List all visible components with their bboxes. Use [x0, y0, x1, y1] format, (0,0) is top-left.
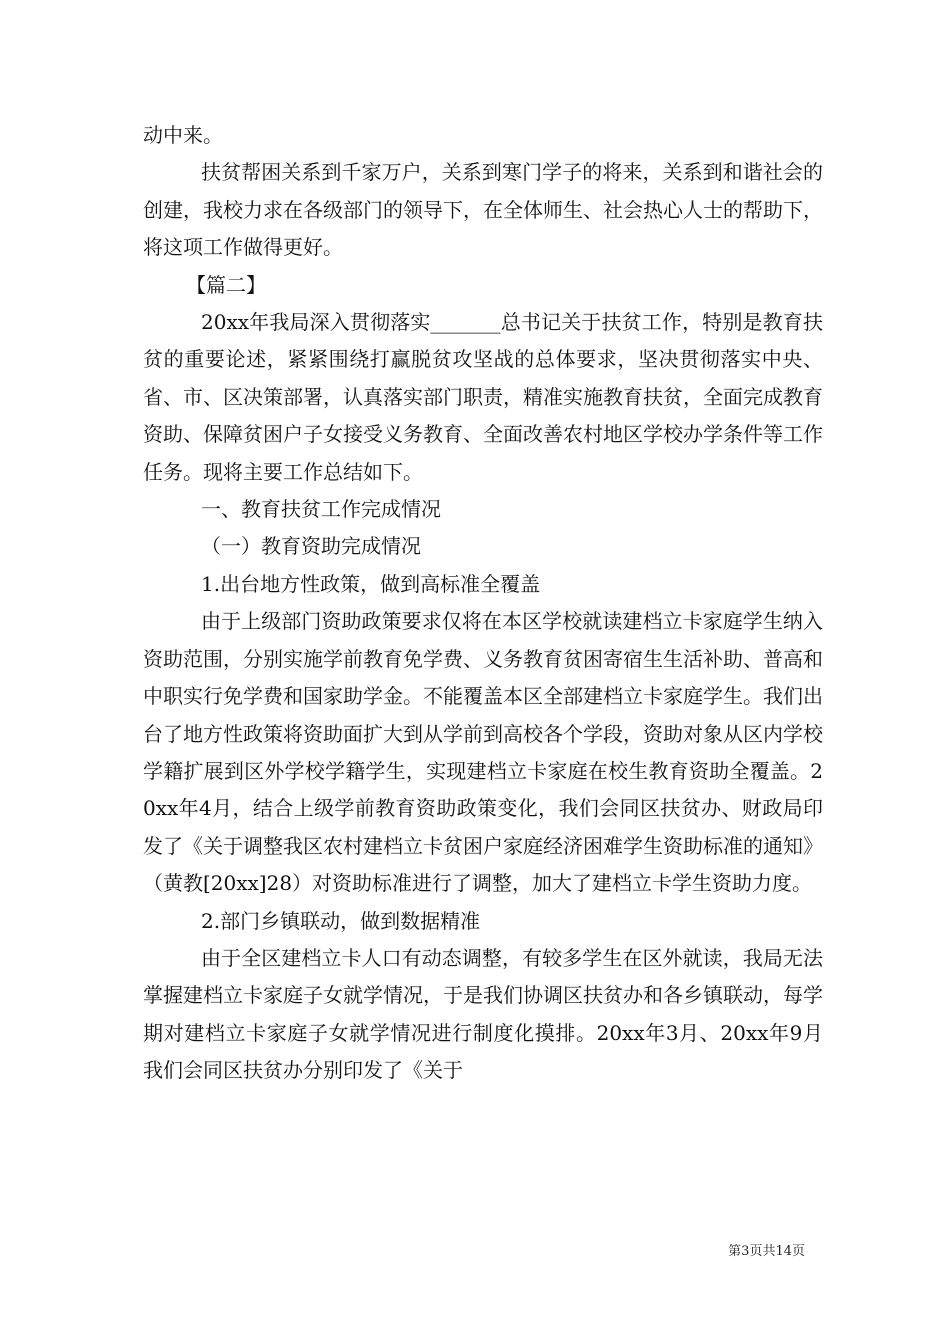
page-number: 第3页共14页 [728, 1244, 805, 1259]
document-body [143, 117, 823, 1090]
paragraph-closing: 扶贫帮困关系到千家万户，关系到寒门学子的将来，关系到和谐社会的创建，我校力求在各级部门的领导下，在全体师生、社会热心人士的帮助下，将这项工作做得更好。 [143, 160, 823, 260]
section-heading: 【篇二】 [186, 272, 266, 297]
heading-level-3-second: 2.部门乡镇联动，做到数据精准 [201, 908, 481, 933]
heading-level-3-first: 1.出台地方性政策，做到高标准全覆盖 [201, 571, 541, 596]
paragraph-policy: 由于上级部门资助政策要求仅将在本区学校就读建档立卡家庭学生纳入资助范围，分别实施学前教育免学费、义务教育贫困寄宿生生活补助、普高和中职实行免学费和国家助学金。不能覆盖本区全部建档立卡家庭学生。我们出台了地方性政策将资助面扩大到从学前到高校各个学段，资助对象从区内学校学籍扩展到区外学校学籍学生，实现建档立卡家庭在校生教育资助全覆盖。20xx年4月，结合上级学前教育资助政策变化，我们会同区扶贫办、财政局印发了《关于调整我区农村建档立卡贫困户家庭经济困难学生资助标准的通知》（黄教[20xx]28）对资助标准进行了调整，加大了建档立卡学生资助力度。 [143, 609, 823, 896]
paragraph-intro: 20xx年我局深入贯彻落实_______总书记关于扶贫工作，特别是教育扶贫的重要论述，紧紧围绕打赢脱贫攻坚战的总体要求，坚决贯彻落实中央、省、市、区决策部署，认真落实部门职责，精准实施教育扶贫，全面完成教育资助、保障贫困户子女接受义务教育、全面改善农村地区学校办学条件等工作任务。现将主要工作总结如下。 [143, 310, 823, 484]
heading-level-2: （一）教育资助完成情况 [201, 534, 421, 559]
paragraph-data: 由于全区建档立卡人口有动态调整，有较多学生在区外就读，我局无法掌握建档立卡家庭子女就学情况，于是我们协调区扶贫办和各乡镇联动，每学期对建档立卡家庭子女就学情况进行制度化摸排。20xx年3月、20xx年9月我们会同区扶贫办分别印发了《关于 [143, 945, 823, 1083]
paragraph-continuation: 动中来。 [143, 123, 223, 147]
heading-level-1: 一、教育扶贫工作完成情况 [201, 497, 441, 522]
